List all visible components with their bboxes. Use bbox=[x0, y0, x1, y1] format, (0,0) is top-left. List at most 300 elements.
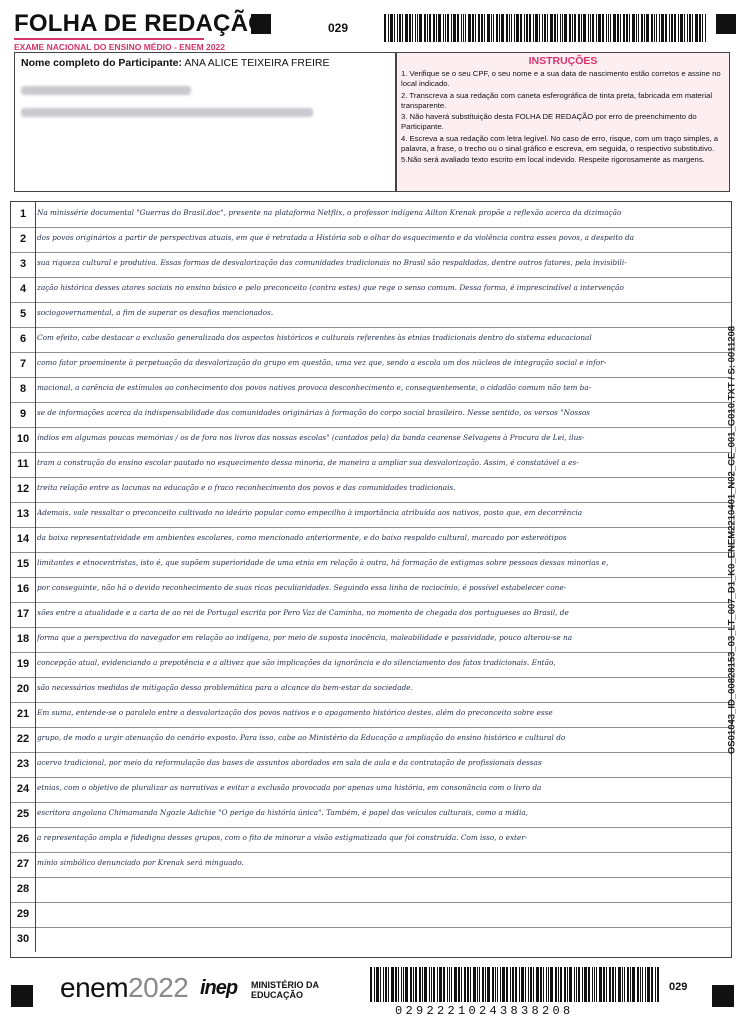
barcode-bar bbox=[574, 967, 575, 1002]
barcode-bar bbox=[564, 967, 566, 1002]
barcode-bar bbox=[481, 14, 483, 42]
barcode-bar bbox=[401, 967, 402, 1002]
barcode-bar bbox=[520, 14, 522, 42]
barcode-bar bbox=[583, 14, 586, 42]
barcode-bar bbox=[419, 967, 421, 1002]
barcode-bar bbox=[536, 967, 539, 1002]
barcode-bar bbox=[572, 14, 573, 42]
barcode-bar bbox=[630, 967, 631, 1002]
barcode-bar bbox=[557, 14, 558, 42]
barcode-bar bbox=[467, 967, 469, 1002]
barcode-bar bbox=[405, 967, 408, 1002]
line-text: forma que a perspectiva do navegador em relação ao indígena, por meio de suposta inocência, maleabilidade e passividade, pouco alterou-se na bbox=[37, 633, 573, 642]
essay-line bbox=[11, 202, 731, 228]
barcode-bar bbox=[453, 14, 456, 42]
essay-line bbox=[11, 602, 731, 628]
barcode-number: 02922210243838208 bbox=[395, 1004, 574, 1018]
participant-name-line bbox=[21, 57, 329, 69]
barcode-bar bbox=[588, 967, 590, 1002]
barcode-bar bbox=[496, 14, 498, 42]
barcode-bar bbox=[443, 967, 445, 1002]
barcode-bar bbox=[457, 14, 459, 42]
barcode-bar bbox=[657, 967, 659, 1002]
instructions-box bbox=[396, 52, 730, 192]
barcode-bar bbox=[374, 967, 375, 1002]
essay-line bbox=[11, 227, 731, 253]
essay-line bbox=[11, 327, 731, 353]
barcode-bar bbox=[487, 967, 490, 1002]
line-text: índios em algumas poucas memórias / os de fora nos livros das nossas escolas" (cantados pela) da banda cearense Selvagens à Procura de Lei, ilus- bbox=[37, 433, 585, 442]
barcode-bar bbox=[581, 14, 582, 42]
line-number: 19 bbox=[11, 652, 36, 677]
barcode-bar bbox=[519, 967, 520, 1002]
barcode-bar bbox=[447, 14, 449, 42]
barcode-bar bbox=[424, 14, 426, 42]
barcode-bar bbox=[461, 14, 462, 42]
barcode-bar bbox=[388, 967, 389, 1002]
barcode-bar bbox=[618, 967, 621, 1002]
barcode-bar bbox=[383, 967, 384, 1002]
barcode-bar bbox=[705, 14, 706, 42]
barcode-bar bbox=[687, 14, 688, 42]
barcode-bar bbox=[412, 14, 413, 42]
line-text: sua riqueza cultural e produtiva. Essas formas de desvalorização das comunidades tradicionais no Brasil são respaldadas, dentre outros fatores, pela invisibili- bbox=[37, 258, 627, 267]
line-number: 26 bbox=[11, 827, 36, 852]
barcode-bar bbox=[525, 967, 526, 1002]
barcode-bar bbox=[470, 967, 471, 1002]
barcode-bar bbox=[475, 14, 476, 42]
barcode-bar bbox=[550, 967, 553, 1002]
barcode-bar bbox=[433, 14, 435, 42]
form-title: FOLHA DE REDAÇÃO bbox=[14, 10, 267, 37]
line-text: grupo, de modo a urgir atenuação do cenário exposto. Para isso, cabe ao Ministério da Educação a ampliação do ensino histórico e cultural do bbox=[37, 733, 566, 742]
essay-line bbox=[11, 652, 731, 678]
barcode-bar bbox=[622, 967, 623, 1002]
page-number: 029 bbox=[328, 21, 349, 35]
line-text: da baixa representatividade em ambientes escolares, como mencionado anteriormente, e do baixo respaldo cultural, marcado por estereótipos bbox=[37, 533, 567, 542]
barcode-bar bbox=[449, 967, 450, 1002]
barcode-bar bbox=[395, 967, 397, 1002]
barcode-bar bbox=[429, 14, 431, 42]
barcode-bar bbox=[550, 14, 553, 42]
barcode-bar bbox=[555, 967, 557, 1002]
barcode-bar bbox=[567, 967, 568, 1002]
barcode-bar bbox=[617, 14, 619, 42]
barcode-bar bbox=[642, 967, 643, 1002]
barcode-bar bbox=[578, 14, 580, 42]
redacted-registration bbox=[21, 86, 191, 95]
barcode-bar bbox=[669, 14, 670, 42]
barcode-bar bbox=[445, 14, 446, 42]
essay-line bbox=[11, 427, 731, 453]
barcode-bar bbox=[702, 14, 703, 42]
barcode-bar bbox=[447, 967, 448, 1002]
essay-line bbox=[11, 677, 731, 703]
enem-logo-year: 2022 bbox=[128, 972, 189, 1003]
line-number: 10 bbox=[11, 427, 36, 452]
participant-label: Nome completo do Participante: bbox=[21, 57, 183, 69]
barcode-bar bbox=[410, 967, 412, 1002]
ministry-line: EDUCAÇÃO bbox=[251, 990, 304, 1000]
barcode-bar bbox=[592, 14, 594, 42]
barcode-bar bbox=[524, 14, 525, 42]
barcode-bar bbox=[582, 967, 583, 1002]
barcode-bar bbox=[542, 14, 543, 42]
essay-line bbox=[11, 627, 731, 653]
barcode-bar bbox=[646, 14, 649, 42]
essay-line bbox=[11, 727, 731, 753]
barcode-bar bbox=[533, 14, 534, 42]
line-text: Com efeito, cabe destacar a exclusão generalizada dos aspectos históricos e culturais referentes às etnias tradicionais dentro do sistema educacional bbox=[37, 333, 592, 342]
barcode-bar bbox=[692, 14, 693, 42]
barcode-bottom bbox=[370, 967, 662, 1002]
barcode-bar bbox=[620, 14, 621, 42]
barcode-bar bbox=[626, 14, 628, 42]
barcode-bar bbox=[438, 14, 441, 42]
line-number: 18 bbox=[11, 627, 36, 652]
instruction-item: 1. Verifique se o seu CPF, o seu nome e a sua data de nascimento estão corretos e assine no local indicado. bbox=[401, 69, 721, 89]
barcode-bar bbox=[514, 14, 515, 42]
barcode-bar bbox=[606, 967, 607, 1002]
barcode-bar bbox=[391, 967, 394, 1002]
line-text: a representação ampla e fidedigna desses grupos, com o fito de minorar a visão estigmatizada que foi construída. Com isso, o exter- bbox=[37, 833, 528, 842]
barcode-bar bbox=[632, 967, 635, 1002]
barcode-bar bbox=[491, 14, 492, 42]
essay-line bbox=[11, 827, 731, 853]
barcode-bar bbox=[473, 967, 476, 1002]
barcode-bar bbox=[516, 14, 519, 42]
barcode-bar bbox=[638, 14, 639, 42]
essay-line bbox=[11, 502, 731, 528]
barcode-bar bbox=[640, 967, 641, 1002]
line-number: 4 bbox=[11, 277, 36, 302]
title-underline bbox=[14, 38, 204, 40]
barcode-bar bbox=[424, 967, 427, 1002]
line-text: Em suma, entende-se o paralelo entre a desvalorização dos povos nativos e o apagamento histórico destes, além do preconceito sobre esse bbox=[37, 708, 553, 717]
barcode-bar bbox=[413, 967, 414, 1002]
barcode-bar bbox=[543, 967, 544, 1002]
essay-line bbox=[11, 302, 731, 328]
barcode-bar bbox=[661, 14, 664, 42]
line-number: 28 bbox=[11, 877, 36, 902]
essay-line bbox=[11, 927, 731, 952]
barcode-bar bbox=[443, 14, 444, 42]
essay-line bbox=[11, 702, 731, 728]
essay-line bbox=[11, 527, 731, 553]
barcode-bar bbox=[624, 967, 625, 1002]
barcode-bar bbox=[615, 967, 616, 1002]
barcode-bar bbox=[671, 14, 673, 42]
registration-marker-top-right bbox=[716, 14, 736, 34]
line-number: 8 bbox=[11, 377, 36, 402]
line-number: 30 bbox=[11, 927, 36, 952]
barcode-bar bbox=[674, 14, 676, 42]
barcode-bar bbox=[655, 967, 656, 1002]
line-number: 11 bbox=[11, 452, 36, 477]
line-number: 21 bbox=[11, 702, 36, 727]
essay-line bbox=[11, 277, 731, 303]
essay-line bbox=[11, 852, 731, 878]
barcode-bar bbox=[510, 967, 511, 1002]
line-number: 5 bbox=[11, 302, 36, 327]
barcode-bar bbox=[484, 14, 485, 42]
barcode-bar bbox=[417, 14, 418, 42]
line-number: 9 bbox=[11, 402, 36, 427]
barcode-bar bbox=[454, 967, 457, 1002]
barcode-bar bbox=[487, 14, 490, 42]
barcode-bar bbox=[495, 967, 496, 1002]
line-number: 23 bbox=[11, 752, 36, 777]
line-text: treita relação entre as lacunas na educação e o fraco reconhecimento dos povos e das comunidades tradicionais. bbox=[37, 483, 456, 492]
line-text: sociogovernamental, a fim de superar os desafios mencionados. bbox=[37, 308, 274, 317]
line-text: como fator proeminente à perpetuação da desvalorização do grupo em questão, uma vez que, sendo a escola um dos núcleos de integração social e infor- bbox=[37, 358, 607, 367]
barcode-bar bbox=[641, 14, 643, 42]
barcode-bar bbox=[636, 14, 637, 42]
barcode-bar bbox=[680, 14, 683, 42]
barcode-bar bbox=[576, 967, 577, 1002]
barcode-bar bbox=[594, 967, 595, 1002]
barcode-bar bbox=[651, 14, 653, 42]
line-number: 7 bbox=[11, 352, 36, 377]
barcode-bar bbox=[574, 14, 576, 42]
line-text: tram a construção do ensino escolar pautado no esquecimento dessa minoria, de maneira a ampliar sua desvalorização. Assim, é constatável a es- bbox=[37, 458, 579, 467]
barcode-bar bbox=[558, 967, 559, 1002]
line-number: 27 bbox=[11, 852, 36, 877]
line-number: 6 bbox=[11, 327, 36, 352]
barcode-bar bbox=[409, 14, 411, 42]
line-text: por conseguinte, não há o devido reconhecimento de suas ricas peculiaridades. Seguindo essa linha de raciocínio, é possível estabelecer cone- bbox=[37, 583, 567, 592]
barcode-bar bbox=[584, 967, 587, 1002]
barcode-bar bbox=[562, 14, 563, 42]
barcode-bar bbox=[644, 14, 645, 42]
barcode-bar bbox=[564, 14, 567, 42]
barcode-bar bbox=[544, 14, 546, 42]
line-number: 2 bbox=[11, 227, 36, 252]
barcode-bar bbox=[533, 967, 534, 1002]
essay-line bbox=[11, 752, 731, 778]
barcode-bar bbox=[689, 14, 691, 42]
participant-box bbox=[14, 52, 396, 192]
barcode-bar bbox=[509, 14, 510, 42]
barcode-bar bbox=[612, 967, 614, 1002]
barcode-bar bbox=[512, 967, 514, 1002]
line-number: 1 bbox=[11, 202, 36, 227]
barcode-bar bbox=[592, 967, 593, 1002]
essay-line bbox=[11, 902, 731, 928]
barcode-bar bbox=[530, 967, 532, 1002]
barcode-bar bbox=[632, 14, 635, 42]
barcode-bar bbox=[637, 967, 639, 1002]
barcode-bar bbox=[569, 967, 572, 1002]
barcode-bar bbox=[602, 14, 604, 42]
barcode-bar bbox=[492, 967, 494, 1002]
barcode-bar bbox=[529, 14, 531, 42]
barcode-bar bbox=[511, 14, 512, 42]
line-number: 17 bbox=[11, 602, 36, 627]
barcode-bar bbox=[405, 14, 408, 42]
barcode-bar bbox=[699, 14, 701, 42]
barcode-bar bbox=[451, 967, 452, 1002]
barcode-bar bbox=[501, 14, 504, 42]
barcode-bar bbox=[651, 967, 653, 1002]
barcode-bar bbox=[627, 967, 629, 1002]
barcode-bar bbox=[415, 967, 417, 1002]
barcode-bar bbox=[398, 967, 399, 1002]
barcode-bar bbox=[422, 967, 423, 1002]
barcode-bar bbox=[477, 967, 478, 1002]
barcode-bar bbox=[390, 14, 393, 42]
instructions-title: INSTRUÇÕES bbox=[528, 55, 598, 67]
line-text: zação histórica desses atores sociais no ensino básico e pelo preconceito (contra estes) que rege o senso comum. Dessa forma, é imprescindível a intervenção bbox=[37, 283, 624, 292]
barcode-bar bbox=[433, 967, 435, 1002]
essay-sheet bbox=[10, 201, 732, 958]
line-number: 13 bbox=[11, 502, 36, 527]
line-number: 24 bbox=[11, 777, 36, 802]
line-text: limitantes e etnocentristas, isto é, que supõem superioridade de uma etnia em relação à outra, há formação de estigmas sobre pessoas dessas minorias e, bbox=[37, 558, 609, 567]
line-number: 12 bbox=[11, 477, 36, 502]
line-text: são necessários medidas de mitigação dessa problemática para o alcance do bem-estar da sociedade. bbox=[37, 683, 413, 692]
barcode-bar bbox=[659, 14, 660, 42]
barcode-bar bbox=[402, 14, 403, 42]
line-number: 29 bbox=[11, 902, 36, 927]
ministry-line: MINISTÉRIO DA bbox=[251, 980, 320, 990]
barcode-bar bbox=[437, 967, 438, 1002]
barcode-bar bbox=[403, 967, 404, 1002]
instruction-item: 2. Transcreva a sua redação com caneta esferográfica de tinta preta, fabricada em material transparente. bbox=[401, 90, 713, 110]
essay-line bbox=[11, 252, 731, 278]
barcode-bar bbox=[506, 14, 508, 42]
barcode-bar bbox=[380, 967, 381, 1002]
barcode-bar bbox=[578, 967, 580, 1002]
barcode-bar bbox=[560, 967, 562, 1002]
essay-line bbox=[11, 377, 731, 403]
line-text: Na minissérie documental "Guerras do Brasil.doc", presente na plataforma Netflix, o professor indígena Ailton Krenak propõe a reflexão acerca da dizimação bbox=[37, 208, 622, 217]
essay-line bbox=[11, 477, 731, 503]
barcode-bar bbox=[613, 14, 616, 42]
barcode-bar bbox=[540, 967, 542, 1002]
line-text: escritora angolana Chimamanda Ngozie Adichie "O perigo da história única". Também, é papel dos veículos culturais, como a mídia, bbox=[37, 808, 528, 817]
barcode-top bbox=[384, 14, 710, 42]
essay-line bbox=[11, 777, 731, 803]
registration-marker-bottom-left bbox=[11, 985, 33, 1007]
barcode-bar bbox=[609, 967, 611, 1002]
line-text: dos povos originários a partir de perspectivas atuais, em que é retratada a História sob o olhar do esquecimento e da violência contra esses povos, a despeito da bbox=[37, 233, 635, 242]
line-number: 15 bbox=[11, 552, 36, 577]
barcode-bar bbox=[678, 14, 679, 42]
barcode-bar bbox=[385, 967, 387, 1002]
barcode-bar bbox=[394, 14, 395, 42]
barcode-bar bbox=[546, 967, 547, 1002]
barcode-bar bbox=[588, 14, 589, 42]
page-number-footer: 029 bbox=[669, 981, 688, 993]
barcode-bar bbox=[451, 14, 452, 42]
barcode-bar bbox=[606, 14, 607, 42]
barcode-bar bbox=[539, 14, 540, 42]
barcode-bar bbox=[656, 14, 657, 42]
barcode-bar bbox=[399, 14, 401, 42]
barcode-bar bbox=[397, 14, 398, 42]
barcode-bar bbox=[439, 967, 442, 1002]
enem-logo-text: enem bbox=[60, 972, 129, 1003]
line-text: Ademais, vale ressaltar o preconceito cultivado no ideário popular como empecilho à importância atribuída aos nativos, posto que, em decorrência bbox=[37, 508, 583, 517]
barcode-bar bbox=[463, 14, 464, 42]
barcode-bar bbox=[506, 967, 508, 1002]
barcode-bar bbox=[535, 14, 538, 42]
barcode-bar bbox=[472, 14, 474, 42]
barcode-bar bbox=[645, 967, 646, 1002]
essay-line bbox=[11, 452, 731, 478]
barcode-bar bbox=[493, 14, 494, 42]
instruction-item: 3. Não haverá substituição desta FOLHA DE REDAÇÃO por erro de preenchimento do Participante. bbox=[401, 112, 697, 132]
line-number: 22 bbox=[11, 727, 36, 752]
barcode-bar bbox=[431, 967, 432, 1002]
barcode-bar bbox=[647, 967, 650, 1002]
line-text: concepção atual, evidenciando a prepotência e a altivez que são implicações da ignorância e do silenciamento dos fatos tradicionais. Então, bbox=[37, 658, 556, 667]
line-number: 14 bbox=[11, 527, 36, 552]
barcode-bar bbox=[500, 967, 501, 1002]
barcode-bar bbox=[608, 14, 609, 42]
barcode-bar bbox=[384, 14, 386, 42]
barcode-bar bbox=[623, 14, 625, 42]
instruction-item: 4. Escreva a sua redação com letra legível. No caso de erro, risque, com um traço simples, a palavra, a frase, o trecho ou o sinal gráfico e escreva, em seguida, o respectivo substitutivo. bbox=[401, 133, 719, 154]
inep-logo: inep bbox=[200, 977, 238, 999]
line-text: macional, a carência de estímulos ao conhecimento dos povos nativos provoca desconhecimento e, consequentemente, o cidadão comum não tem ba- bbox=[37, 383, 592, 392]
barcode-bar bbox=[388, 14, 389, 42]
barcode-bar bbox=[526, 14, 528, 42]
barcode-bar bbox=[415, 14, 416, 42]
barcode-bar bbox=[590, 14, 591, 42]
barcode-bar bbox=[485, 967, 486, 1002]
barcode-bar bbox=[629, 14, 630, 42]
barcode-bar bbox=[515, 967, 517, 1002]
ministry-logo bbox=[251, 980, 319, 1000]
enem-logo bbox=[60, 972, 188, 1004]
barcode-bar bbox=[665, 14, 667, 42]
barcode-bar bbox=[419, 14, 422, 42]
essay-line bbox=[11, 877, 731, 903]
essay-line bbox=[11, 352, 731, 378]
line-text: etnias, com o objetivo de pluralizar as narrativas e evitar a exclusão provocada por apenas uma história, em consonância com o livro da bbox=[37, 783, 542, 792]
barcode-bar bbox=[598, 14, 601, 42]
participant-name: ANA ALICE TEIXEIRA FREIRE bbox=[184, 57, 330, 69]
barcode-bar bbox=[458, 967, 460, 1002]
barcode-bar bbox=[547, 14, 548, 42]
barcode-bar bbox=[596, 967, 597, 1002]
line-text: acervo tradicional, por meio da reformulação das bases de assuntos abordados em sala de aula e da contratação de profissionais dessas bbox=[37, 758, 542, 767]
form-subtitle: EXAME NACIONAL DO ENSINO MÉDIO - ENEM 2022 bbox=[14, 42, 225, 52]
barcode-bar bbox=[461, 967, 462, 1002]
instruction-item: 5.Não será avaliado texto escrito em local indevido. Respeite rigorosamente as margens. bbox=[401, 155, 705, 165]
barcode-bar bbox=[603, 967, 605, 1002]
barcode-bar bbox=[427, 14, 428, 42]
barcode-bar bbox=[502, 967, 505, 1002]
essay-line bbox=[11, 402, 731, 428]
barcode-bar bbox=[436, 14, 437, 42]
barcode-bar bbox=[478, 14, 480, 42]
line-number: 25 bbox=[11, 802, 36, 827]
barcode-bar bbox=[376, 967, 379, 1002]
line-number: 16 bbox=[11, 577, 36, 602]
barcode-bar bbox=[465, 14, 466, 42]
barcode-bar bbox=[464, 967, 466, 1002]
barcode-bar bbox=[370, 967, 372, 1002]
barcode-bar bbox=[521, 967, 524, 1002]
barcode-bar bbox=[479, 967, 480, 1002]
essay-line bbox=[11, 577, 731, 603]
barcode-bar bbox=[497, 967, 498, 1002]
barcode-bar bbox=[684, 14, 685, 42]
side-tracking-code-area bbox=[722, 300, 742, 780]
